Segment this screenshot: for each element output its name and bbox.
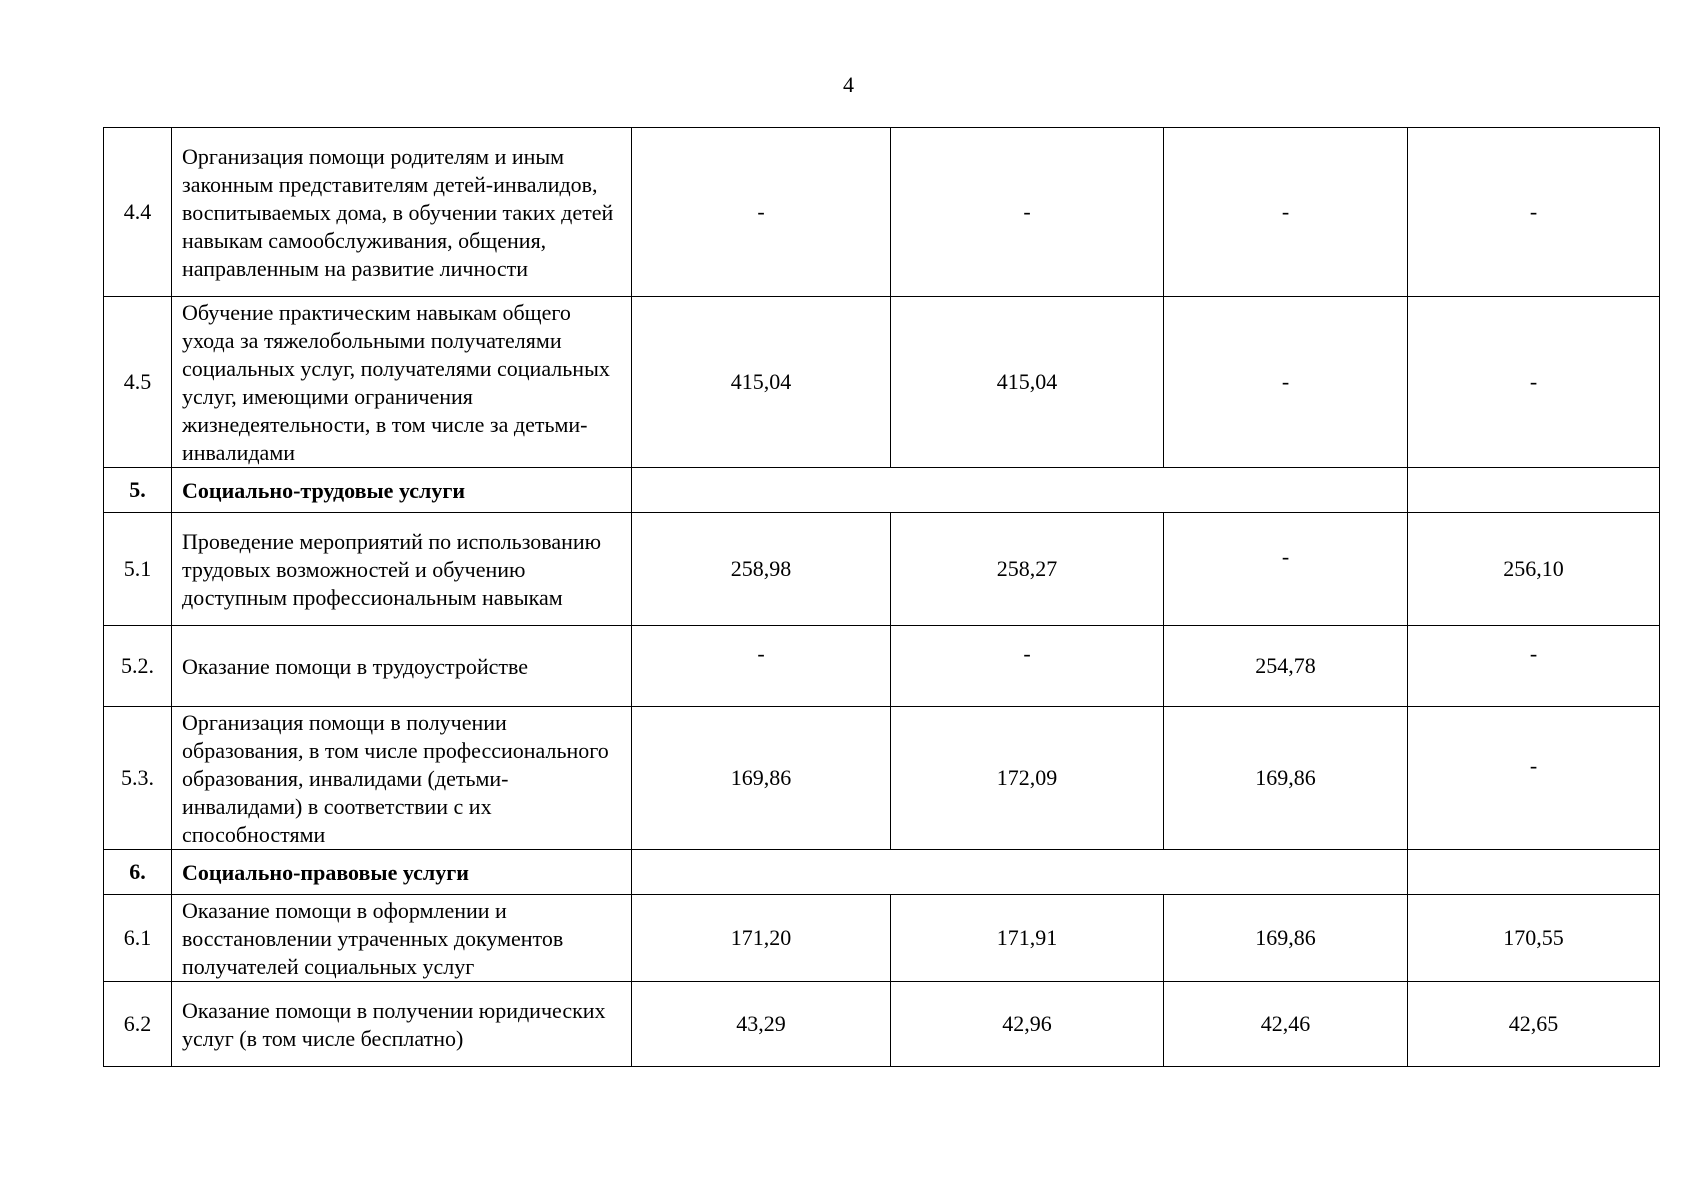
row-number: 5.3. bbox=[104, 707, 172, 850]
section-spacer bbox=[632, 468, 1408, 513]
price-cell: 169,86 bbox=[632, 707, 891, 850]
price-cell: 171,20 bbox=[632, 895, 891, 982]
price-cell: 415,04 bbox=[891, 297, 1164, 468]
price-cell: 256,10 bbox=[1408, 513, 1660, 626]
row-number: 5.1 bbox=[104, 513, 172, 626]
section-spacer bbox=[1408, 850, 1660, 895]
service-name: Обучение практическим навыкам общего ухода за тяжелобольными получателями социальных услуг, получателями социальных услуг, имеющими ограничения жизнедеятельности, в том числе за детьми-инвалидами bbox=[172, 297, 632, 468]
section-title: Социально-трудовые услуги bbox=[172, 468, 632, 513]
section-number: 6. bbox=[104, 850, 172, 895]
price-cell: - bbox=[1408, 128, 1660, 297]
price-cell: 169,86 bbox=[1164, 707, 1408, 850]
table-row bbox=[104, 707, 1660, 850]
row-number: 4.4 bbox=[104, 128, 172, 297]
price-cell: 169,86 bbox=[1164, 895, 1408, 982]
price-cell: 43,29 bbox=[632, 982, 891, 1067]
service-name: Оказание помощи в трудоустройстве bbox=[172, 626, 632, 707]
section-number: 5. bbox=[104, 468, 172, 513]
price-cell: - bbox=[1164, 128, 1408, 297]
price-cell: 258,98 bbox=[632, 513, 891, 626]
price-value: - bbox=[1529, 753, 1538, 778]
price-cell: 415,04 bbox=[632, 297, 891, 468]
price-value: - bbox=[1023, 641, 1031, 666]
price-cell: 42,46 bbox=[1164, 982, 1408, 1067]
price-table-wrapper bbox=[103, 127, 1659, 1067]
row-number: 4.5 bbox=[104, 297, 172, 468]
price-cell: 254,78 bbox=[1164, 626, 1408, 707]
table-row bbox=[104, 626, 1660, 707]
table-row bbox=[104, 895, 1660, 982]
section-spacer bbox=[632, 850, 1408, 895]
price-cell bbox=[632, 626, 891, 707]
price-cell: - bbox=[1408, 297, 1660, 468]
table-row bbox=[104, 982, 1660, 1067]
service-name: Проведение мероприятий по использованию трудовых возможностей и обучению доступным профессиональным навыкам bbox=[172, 513, 632, 626]
table-row bbox=[104, 128, 1660, 297]
price-cell: 170,55 bbox=[1408, 895, 1660, 982]
price-cell: 42,96 bbox=[891, 982, 1164, 1067]
price-value: - bbox=[1529, 641, 1538, 666]
price-cell: - bbox=[632, 128, 891, 297]
price-cell: 172,09 bbox=[891, 707, 1164, 850]
price-cell bbox=[1408, 707, 1660, 850]
section-row bbox=[104, 850, 1660, 895]
service-name: Организация помощи в получении образования, в том числе профессионального образования, инвалидами (детьми-инвалидами) в соответствии с их способностями bbox=[172, 707, 632, 850]
section-spacer bbox=[1408, 468, 1660, 513]
section-row bbox=[104, 468, 1660, 513]
price-cell: 171,91 bbox=[891, 895, 1164, 982]
row-number: 6.2 bbox=[104, 982, 172, 1067]
price-cell bbox=[891, 626, 1164, 707]
price-cell: - bbox=[1164, 297, 1408, 468]
table-row bbox=[104, 513, 1660, 626]
price-cell bbox=[1164, 513, 1408, 626]
service-name: Оказание помощи в получении юридических услуг (в том числе бесплатно) bbox=[172, 982, 632, 1067]
price-cell: 258,27 bbox=[891, 513, 1164, 626]
service-name: Оказание помощи в оформлении и восстановлении утраченных документов получателей социальных услуг bbox=[172, 895, 632, 982]
price-value: - bbox=[757, 641, 765, 666]
row-number: 5.2. bbox=[104, 626, 172, 707]
price-cell: 42,65 bbox=[1408, 982, 1660, 1067]
price-cell bbox=[1408, 626, 1660, 707]
price-table bbox=[103, 127, 1660, 1067]
section-title: Социально-правовые услуги bbox=[172, 850, 632, 895]
service-name: Организация помощи родителям и иным законным представителям детей-инвалидов, воспитываемых дома, в обучении таких детей навыкам самообслуживания, общения, направленным на развитие личности bbox=[172, 128, 632, 297]
page-number: 4 bbox=[843, 72, 854, 97]
price-value: - bbox=[1281, 544, 1290, 569]
table-row bbox=[104, 297, 1660, 468]
price-cell: - bbox=[891, 128, 1164, 297]
row-number: 6.1 bbox=[104, 895, 172, 982]
